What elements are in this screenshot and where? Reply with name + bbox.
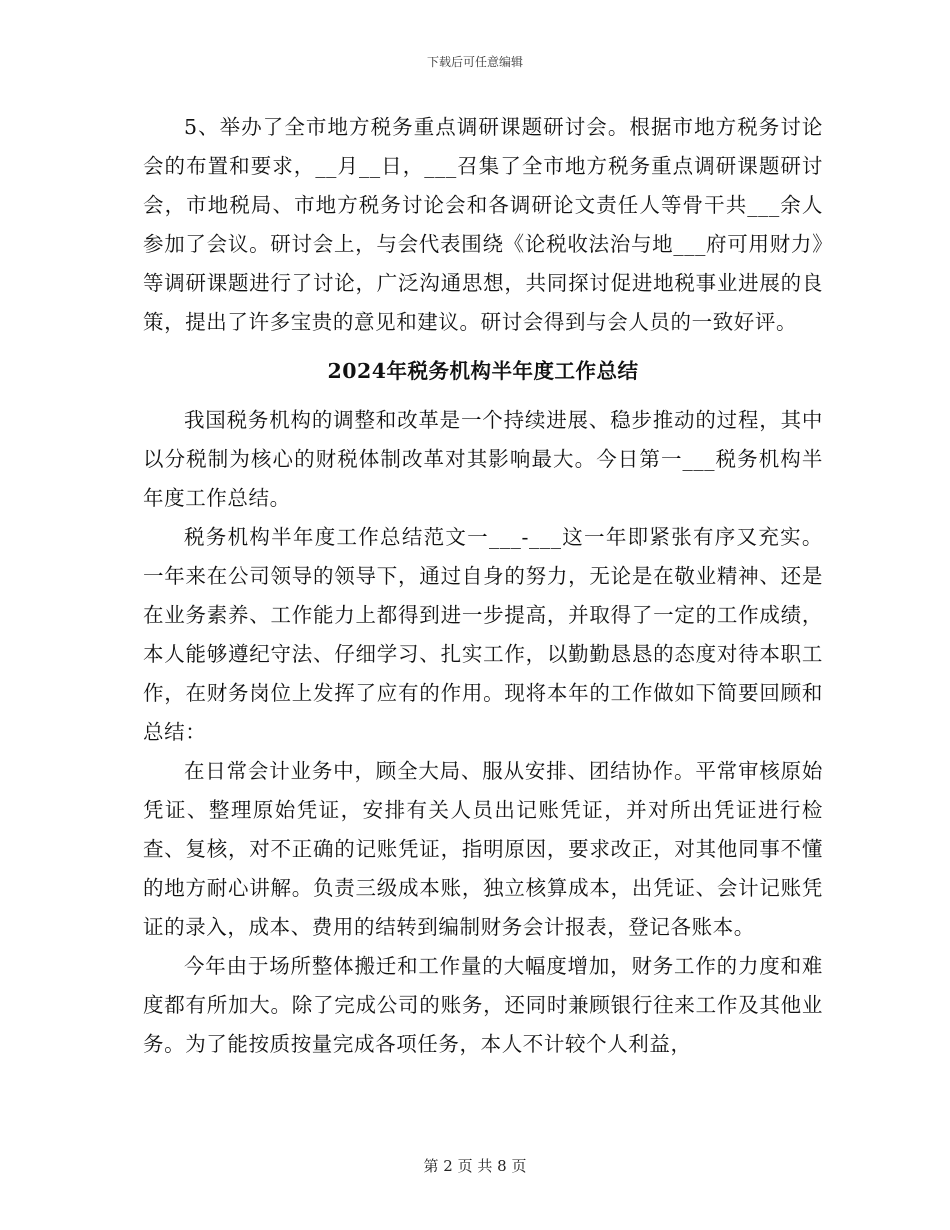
section-title: 2024年税务机构半年度工作总结 — [327, 359, 639, 383]
document-body — [143, 108, 823, 1064]
body-paragraph-2: 税务机构半年度工作总结范文一___-___这一年即紧张有序又充实。一年来在公司领导的领导下，通过自身的努力，无论是在敬业精神、还是在业务素养、工作能力上都得到进一步提高，并取得了一定的工作成绩，本人能够遵纪守法、仔细学习、扎实工作，以勤勤恳恳的态度对待本职工作，在财务岗位上发挥了应有的作用。现将本年的工作做如下简要回顾和总结： — [143, 525, 823, 744]
body-paragraph-1: 我国税务机构的调整和改革是一个持续进展、稳步推动的过程，其中以分税制为核心的财税体制改革对其影响最大。今日第一___税务机构半年度工作总结。 — [143, 408, 823, 510]
intro-paragraph: 5、举办了全市地方税务重点调研课题研讨会。根据市地方税务讨论会的布置和要求，__月__日，___召集了全市地方税务重点调研课题研讨会，市地税局、市地方税务讨论会和各调研论文责任人等骨干共___余人参加了会议。研讨会上，与会代表围绕《论税收法治与地___府可用财力》等调研课题进行了讨论，广泛沟通思想，共同探讨促进地税事业进展的良策，提出了许多宝贵的意见和建议。研讨会得到与会人员的一致好评。 — [143, 115, 823, 334]
page-header-note: 下载后可任意编辑 — [426, 55, 523, 69]
body-paragraph-4: 今年由于场所整体搬迁和工作量的大幅度增加，财务工作的力度和难度都有所加大。除了完成公司的账务，还同时兼顾银行往来工作及其他业务。为了能按质按量完成各项任务，本人不计较个人利益， — [143, 954, 823, 1056]
page-number-footer: 第 2 页 共 8 页 — [423, 1157, 527, 1175]
body-paragraph-3: 在日常会计业务中，顾全大局、服从安排、团结协作。平常审核原始凭证、整理原始凭证，安排有关人员出记账凭证，并对所出凭证进行检查、复核，对不正确的记账凭证，指明原因，要求改正，对其他同事不懂的地方耐心讲解。负责三级成本账，独立核算成本，出凭证、会计记账凭证的录入，成本、费用的结转到编制财务会计报表，登记各账本。 — [143, 759, 823, 939]
